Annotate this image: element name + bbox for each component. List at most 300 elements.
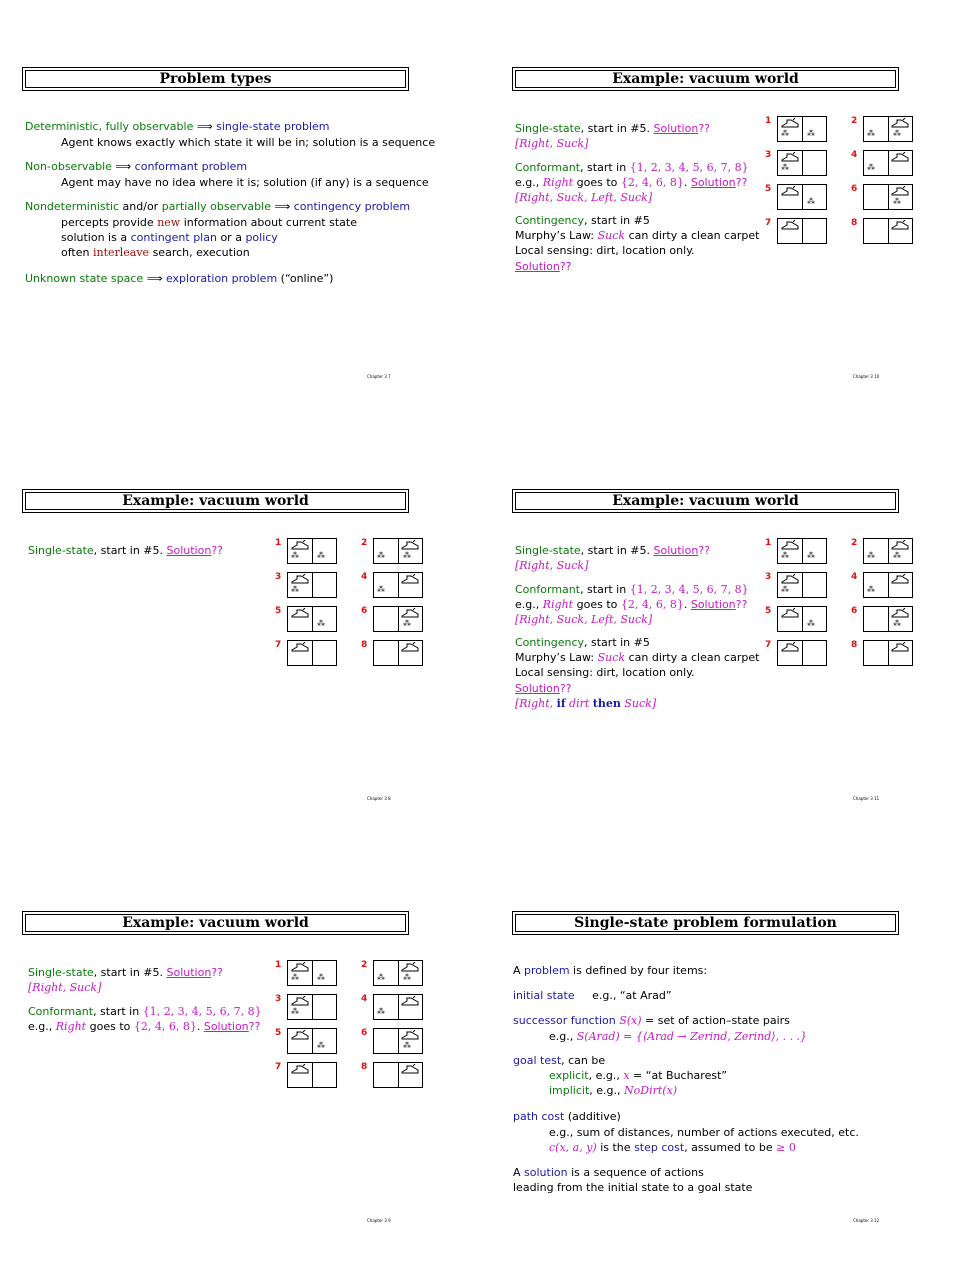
dirt-icon: ⁂ (377, 585, 385, 594)
slide-vacuum-world-10 (515, 70, 901, 379)
text-fragment: ?? (559, 260, 572, 273)
text-fragment: {2, 4, 6, 8} (620, 598, 684, 611)
text-line (25, 246, 250, 259)
vacuum-icon (401, 996, 419, 1006)
dirt-icon: ⁂ (317, 973, 325, 982)
term-contingent-plan: contingent plan (130, 231, 217, 244)
vacuum-icon (891, 540, 909, 550)
vacuum-icon (891, 118, 909, 128)
dirt-icon: ⁂ (781, 129, 789, 138)
text-fragment: Suck (597, 651, 626, 664)
dirt-icon: ⁂ (807, 129, 815, 138)
vacuum-state-cell (361, 538, 423, 562)
state-number: 7 (765, 640, 772, 650)
text-fragment: Suck (597, 229, 626, 242)
state-number: 2 (361, 538, 368, 548)
slide-footer: Chapter 3 12 (853, 1218, 880, 1223)
vacuum-icon (781, 540, 799, 550)
vacuum-icon (401, 1030, 419, 1040)
text-line (25, 160, 247, 173)
dirt-icon: ⁂ (317, 551, 325, 560)
term-single-state: Single-state (515, 122, 581, 135)
term-contingency: Contingency (515, 214, 585, 227)
text-fragment: S(Arad) = {⟨Arad → Zerind, Zerind⟩, . . .} (576, 1030, 808, 1043)
slide-footer: Chapter 3 9 (367, 1218, 391, 1223)
text-fragment: often (61, 246, 93, 259)
slide-vacuum-world-8 (25, 492, 411, 801)
dirt-icon: ⁂ (403, 619, 411, 628)
term-single-state: Single-state (515, 544, 581, 557)
implies-arrow: ⟹ (143, 272, 166, 285)
text-line (513, 1110, 621, 1123)
text-line (515, 122, 710, 135)
text-fragment: goes to (86, 1020, 134, 1033)
vacuum-state-cell (851, 606, 913, 630)
text-fragment: Murphy’s Law: (515, 229, 598, 242)
answer-line: [Right, Suck] (515, 559, 589, 572)
text-fragment: , start in #5. (93, 966, 167, 979)
implies-arrow: ⟹ (193, 120, 217, 133)
text-fragment: , start in (93, 1005, 143, 1018)
state-number: 1 (275, 960, 282, 970)
vacuum-icon (401, 962, 419, 972)
text-fragment: ?? (698, 122, 710, 135)
solution-link: Solution (166, 544, 212, 557)
text-line (513, 989, 672, 1002)
term-deterministic: Deterministic, fully observable (25, 120, 194, 133)
vacuum-icon (781, 118, 799, 128)
text-fragment: or a (216, 231, 246, 244)
dirt-icon: ⁂ (867, 163, 875, 172)
implies-arrow: ⟹ (270, 200, 294, 213)
text-fragment: , e.g., (589, 1084, 625, 1097)
answer-line (515, 697, 656, 710)
dirt-icon: ⁂ (403, 551, 411, 560)
solution-link: Solution (690, 598, 736, 611)
dirt-icon: ⁂ (377, 973, 385, 982)
text-fragment: ?? (211, 544, 223, 557)
term-nondeterministic: Nondeterministic (25, 200, 120, 213)
text-fragment: (“online”) (277, 272, 334, 285)
text-fragment: {2, 4, 6, 8} (620, 176, 684, 189)
state-number: 3 (275, 572, 282, 582)
dirt-icon: ⁂ (781, 551, 789, 560)
vacuum-icon (891, 186, 909, 196)
vacuum-icon (891, 642, 909, 652)
text-fragment: ?? (248, 1020, 261, 1033)
text-line (25, 200, 410, 213)
state-number: 6 (361, 1028, 368, 1038)
vacuum-state-cell (275, 1028, 337, 1052)
text-line (513, 1030, 807, 1043)
text-fragment: , can be (561, 1054, 606, 1067)
term-exploration: exploration problem (165, 272, 278, 285)
vacuum-state-cell (361, 1028, 423, 1052)
slide-problem-types (25, 70, 436, 379)
text-fragment: = “at Bucharest” (629, 1069, 728, 1082)
text-fragment: A (513, 964, 525, 977)
term-contingency: Contingency (515, 636, 585, 649)
text-fragment: dirt (565, 697, 593, 710)
text-line (513, 1069, 727, 1082)
state-number: 3 (765, 572, 772, 582)
vacuum-state-cell (851, 640, 913, 664)
vacuum-icon (781, 220, 799, 230)
state-number: 8 (361, 1062, 368, 1072)
text-fragment: Right (55, 1020, 87, 1033)
slide-footer: Chapter 3 7 (367, 374, 391, 379)
text-line (513, 1084, 677, 1097)
text-fragment: information about current state (180, 216, 357, 229)
text-fragment: Murphy’s Law: (515, 651, 598, 664)
dirt-icon: ⁂ (893, 129, 901, 138)
slide-title: Example: vacuum world (25, 914, 406, 932)
text-line (513, 1054, 605, 1067)
vacuum-icon (401, 608, 419, 618)
vacuum-state-cell (275, 572, 337, 596)
text-fragment: , start in (580, 161, 630, 174)
state-number: 4 (361, 994, 368, 1004)
state-number: 8 (361, 640, 368, 650)
solution-link: Solution (203, 1020, 249, 1033)
state-set: {1, 2, 3, 4, 5, 6, 7, 8} (142, 1005, 262, 1018)
text-fragment: implicit (549, 1084, 590, 1097)
vacuum-icon (401, 1064, 419, 1074)
text-fragment: , start in #5. (93, 544, 167, 557)
vacuum-state-cell (361, 1062, 423, 1086)
text-fragment: A (513, 1166, 525, 1179)
solution-link: Solution (653, 122, 699, 135)
text-line: e.g., sum of distances, number of actions executed, etc. (549, 1126, 859, 1139)
vacuum-state-cell (275, 640, 337, 664)
text-fragment: ?? (735, 176, 748, 189)
text-fragment: if (556, 697, 566, 710)
state-number: 6 (851, 184, 858, 194)
vacuum-state-cell (765, 538, 827, 562)
state-number: 2 (361, 960, 368, 970)
vacuum-state-cell (361, 640, 423, 664)
solution-link: Solution (515, 260, 560, 273)
vacuum-icon (291, 574, 309, 584)
vacuum-state-cell (275, 994, 337, 1018)
dirt-icon: ⁂ (317, 1041, 325, 1050)
vacuum-state-cell (851, 572, 913, 596)
vacuum-icon (401, 642, 419, 652)
text-fragment: , start in #5 (584, 214, 650, 227)
vacuum-icon (291, 1064, 309, 1074)
text-line (515, 544, 710, 557)
text-fragment: Suck] (620, 697, 657, 710)
text-fragment: Right (542, 598, 574, 611)
term-conformant: conformant problem (134, 160, 248, 173)
state-number: 6 (851, 606, 858, 616)
slide-title: Single-state problem formulation (515, 914, 896, 932)
vacuum-icon (891, 608, 909, 618)
vacuum-state-cell (851, 116, 913, 140)
state-number: 4 (361, 572, 368, 582)
dirt-icon: ⁂ (291, 585, 299, 594)
text-line: leading from the initial state to a goal state (513, 1181, 753, 1194)
text-fragment: goes to (573, 176, 621, 189)
dirt-icon: ⁂ (893, 619, 901, 628)
vacuum-state-cell (851, 184, 913, 208)
dirt-icon: ⁂ (807, 197, 815, 206)
text-fragment: x (623, 1069, 630, 1082)
text-fragment: is the (596, 1141, 635, 1154)
vacuum-icon (291, 642, 309, 652)
text-fragment: e.g., (549, 1030, 577, 1043)
text-fragment: , start in #5. (580, 122, 654, 135)
vacuum-state-cell (275, 538, 337, 562)
state-number: 1 (275, 538, 282, 548)
slide-footer: Chapter 3 11 (853, 796, 880, 801)
text-fragment: ?? (559, 682, 572, 695)
dirt-icon: ⁂ (781, 585, 789, 594)
text-fragment: NoDirt(x) (624, 1084, 678, 1097)
text-fragment: percepts provide (61, 216, 158, 229)
state-number: 7 (765, 218, 772, 228)
text-line (513, 1014, 790, 1027)
dirt-icon: ⁂ (291, 551, 299, 560)
text-fragment: can dirty a clean carpet (625, 229, 760, 242)
vacuum-icon (401, 540, 419, 550)
text-fragment: search, execution (149, 246, 250, 259)
term-solution: solution (524, 1166, 568, 1179)
text-line (515, 636, 650, 649)
text-fragment: . (196, 1020, 204, 1033)
text-line (515, 682, 572, 695)
text-line (28, 1005, 262, 1018)
text-fragment: solution is a (61, 231, 131, 244)
text-fragment: S(x) (615, 1014, 642, 1027)
text-fragment: e.g., “at Arad” (574, 989, 672, 1002)
term-policy: policy (245, 231, 278, 244)
term-successor-function: successor function (513, 1014, 616, 1027)
text-line (513, 1166, 704, 1179)
dirt-icon: ⁂ (403, 973, 411, 982)
term-path-cost: path cost (513, 1110, 565, 1123)
answer-line: [Right, Suck] (28, 981, 102, 994)
term-conformant: Conformant (515, 583, 581, 596)
state-number: 1 (765, 538, 772, 548)
text-fragment: e.g., (515, 176, 543, 189)
state-set: {1, 2, 3, 4, 5, 6, 7, 8} (629, 161, 749, 174)
term-partially-observable: partially observable (161, 200, 271, 213)
term-unknown-state-space: Unknown state space (25, 272, 144, 285)
vacuum-state-cell (765, 572, 827, 596)
text-fragment: , start in #5. (580, 544, 654, 557)
vacuum-state-cell (361, 606, 423, 630)
dirt-icon: ⁂ (867, 551, 875, 560)
vacuum-state-cell (765, 116, 827, 140)
term-interleave: interleave (92, 246, 150, 259)
text-line (515, 583, 749, 596)
vacuum-state-cell (361, 960, 423, 984)
vacuum-icon (291, 996, 309, 1006)
text-line (515, 214, 650, 227)
vacuum-icon (291, 962, 309, 972)
answer-line: [Right, Suck, Left, Suck] (515, 613, 653, 626)
vacuum-icon (781, 152, 799, 162)
text-fragment: e.g., (28, 1020, 56, 1033)
term-conformant: Conformant (515, 161, 581, 174)
text-fragment: [Right, (515, 697, 557, 710)
vacuum-state-cell (765, 184, 827, 208)
vacuum-icon (291, 1030, 309, 1040)
slide-footer: Chapter 3 8 (367, 796, 391, 801)
text-line (515, 651, 759, 664)
text-line (28, 1020, 260, 1033)
vacuum-state-grid (765, 538, 913, 662)
text-fragment: = set of action–state pairs (641, 1014, 790, 1027)
vacuum-state-cell (361, 572, 423, 596)
vacuum-state-cell (851, 538, 913, 562)
state-number: 8 (851, 640, 858, 650)
slide-title: Example: vacuum world (515, 492, 896, 510)
text-fragment: . (683, 176, 691, 189)
dirt-icon: ⁂ (403, 1041, 411, 1050)
text-line (28, 544, 223, 557)
term-non-observable: Non-observable (25, 160, 112, 173)
state-number: 5 (275, 1028, 282, 1038)
answer-line: [Right, Suck, Left, Suck] (515, 191, 653, 204)
text-fragment: Right (542, 176, 574, 189)
vacuum-state-cell (851, 150, 913, 174)
text-fragment: then (592, 697, 621, 710)
text-fragment: ?? (211, 966, 223, 979)
vacuum-state-cell (361, 994, 423, 1018)
slide-title: Example: vacuum world (25, 492, 406, 510)
state-number: 2 (851, 116, 858, 126)
text-line: Agent may have no idea where it is; solution (if any) is a sequence (61, 176, 429, 189)
slide-single-state-formulation (513, 914, 896, 1223)
dirt-icon: ⁂ (893, 551, 901, 560)
state-set: {1, 2, 3, 4, 5, 6, 7, 8} (629, 583, 749, 596)
text-fragment: (additive) (564, 1110, 621, 1123)
dirt-icon: ⁂ (867, 129, 875, 138)
solution-link: Solution (515, 682, 560, 695)
dirt-icon: ⁂ (317, 619, 325, 628)
text-line (25, 272, 333, 285)
dirt-icon: ⁂ (893, 197, 901, 206)
text-line (515, 161, 749, 174)
vacuum-state-cell (765, 150, 827, 174)
text-line (28, 966, 223, 979)
dirt-icon: ⁂ (807, 551, 815, 560)
text-line (515, 229, 759, 242)
state-number: 5 (765, 606, 772, 616)
state-number: 7 (275, 1062, 282, 1072)
vacuum-state-cell (765, 606, 827, 630)
text-line (25, 120, 330, 133)
dirt-icon: ⁂ (291, 1007, 299, 1016)
vacuum-icon (891, 220, 909, 230)
term-single-state: Single-state (28, 544, 94, 557)
state-number: 7 (275, 640, 282, 650)
text-line (513, 964, 707, 977)
text-fragment: {2, 4, 6, 8} (133, 1020, 197, 1033)
vacuum-icon (781, 186, 799, 196)
text-fragment: , assumed to be (684, 1141, 777, 1154)
text-fragment: ?? (698, 544, 710, 557)
solution-link: Solution (653, 544, 699, 557)
text-fragment: c(x, a, y) (549, 1141, 597, 1154)
state-number: 4 (851, 150, 858, 160)
dirt-icon: ⁂ (867, 585, 875, 594)
state-number: 3 (765, 150, 772, 160)
term-contingency: contingency problem (293, 200, 411, 213)
term-problem: problem (524, 964, 570, 977)
vacuum-icon (401, 574, 419, 584)
slide-footer: Chapter 3 10 (853, 374, 880, 379)
vacuum-state-cell (275, 606, 337, 630)
term-single-state: Single-state (28, 966, 94, 979)
solution-link: Solution (166, 966, 212, 979)
term-conformant: Conformant (28, 1005, 94, 1018)
term-new: new (157, 216, 181, 229)
text-line: Agent knows exactly which state it will be in; solution is a sequence (61, 136, 436, 149)
text-fragment: step cost (634, 1141, 685, 1154)
state-number: 1 (765, 116, 772, 126)
dirt-icon: ⁂ (377, 1007, 385, 1016)
text-line (25, 216, 357, 229)
vacuum-state-cell (275, 1062, 337, 1086)
text-fragment: and/or (119, 200, 162, 213)
text-fragment: goes to (573, 598, 621, 611)
vacuum-state-grid (275, 960, 423, 1084)
text-fragment: , start in #5 (584, 636, 650, 649)
state-number: 5 (765, 184, 772, 194)
vacuum-icon (291, 540, 309, 550)
vacuum-icon (291, 608, 309, 618)
state-number: 6 (361, 606, 368, 616)
vacuum-state-cell (851, 218, 913, 242)
vacuum-state-cell (275, 960, 337, 984)
text-fragment: is defined by four items: (569, 964, 708, 977)
slide-title: Example: vacuum world (515, 70, 896, 88)
text-fragment: can dirty a clean carpet (625, 651, 760, 664)
text-line: Local sensing: dirt, location only. (515, 666, 695, 679)
text-fragment: , start in (580, 583, 630, 596)
text-line (515, 176, 747, 189)
state-number: 2 (851, 538, 858, 548)
text-fragment: ≥ 0 (776, 1141, 796, 1154)
text-line (515, 598, 747, 611)
text-line (25, 231, 278, 244)
state-number: 8 (851, 218, 858, 228)
vacuum-state-cell (765, 218, 827, 242)
text-line (513, 1141, 796, 1154)
text-fragment: is a sequence of actions (567, 1166, 704, 1179)
slide-vacuum-world-11 (515, 492, 901, 801)
slide-title: Problem types (25, 70, 406, 88)
answer-line: [Right, Suck] (515, 137, 589, 150)
state-number: 3 (275, 994, 282, 1004)
dirt-icon: ⁂ (291, 973, 299, 982)
term-single-state: single-state problem (216, 120, 330, 133)
vacuum-icon (781, 642, 799, 652)
vacuum-state-grid (765, 116, 913, 240)
text-fragment: . (683, 598, 691, 611)
state-number: 5 (275, 606, 282, 616)
text-fragment: e.g., (515, 598, 543, 611)
vacuum-icon (891, 152, 909, 162)
solution-link: Solution (690, 176, 736, 189)
text-fragment: explicit (549, 1069, 589, 1082)
vacuum-icon (781, 608, 799, 618)
vacuum-icon (891, 574, 909, 584)
implies-arrow: ⟹ (111, 160, 135, 173)
